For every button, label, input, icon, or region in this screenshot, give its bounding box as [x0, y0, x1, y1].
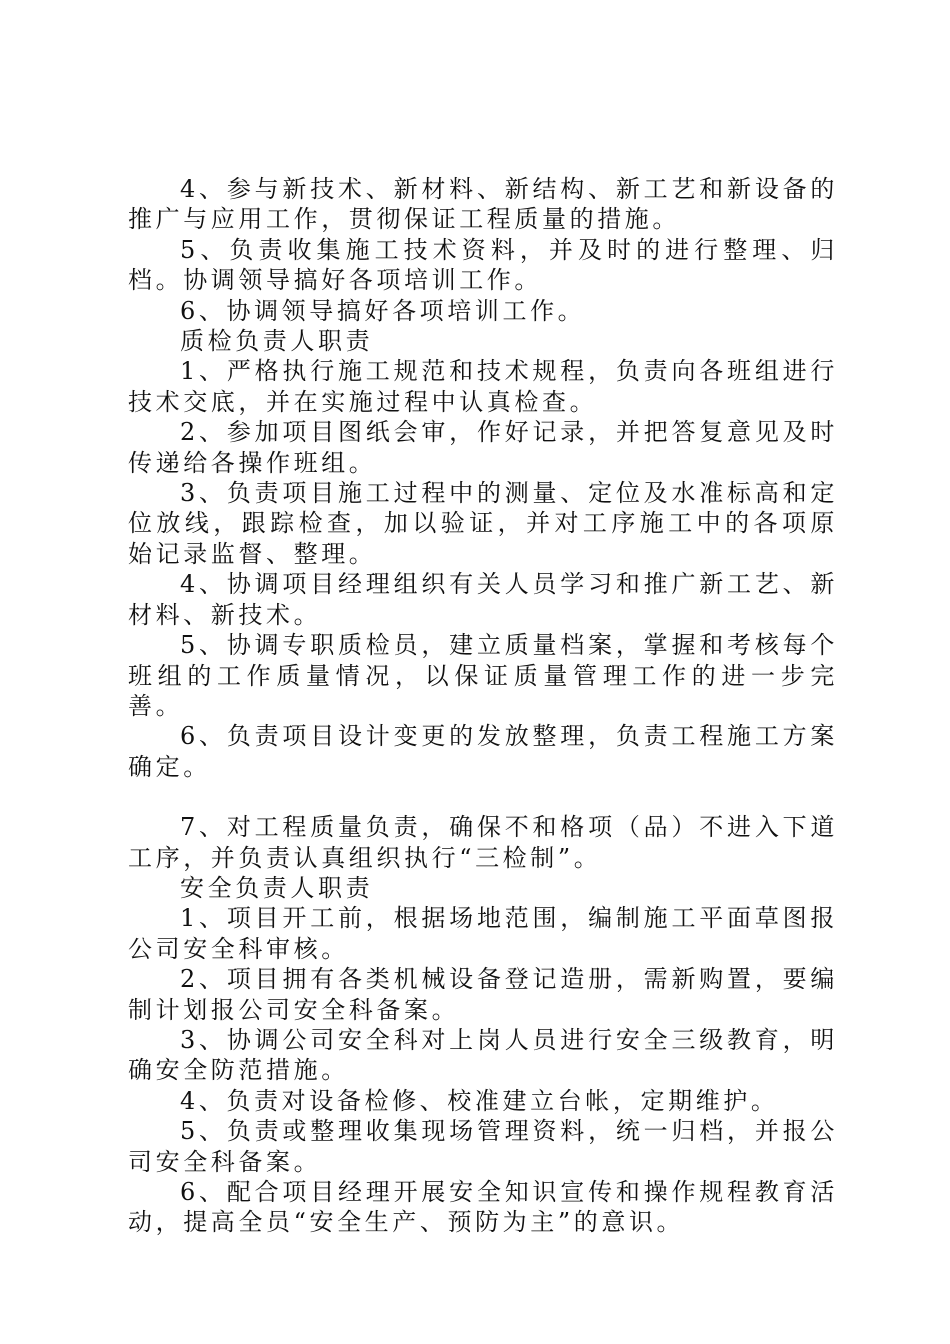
paragraph-tech-6: 6、协调领导搞好各项培训工作。	[180, 296, 586, 325]
paragraph-quality-4: 4、协调项目经理组织有关人员学习和推广新工艺、新材料、新技术。	[128, 570, 838, 629]
paragraph-tech-5: 5、负责收集施工技术资料，并及时的进行整理、归档。协调领导搞好各项培训工作。	[128, 235, 838, 295]
paragraph-tech-4: 4、参与新技术、新材料、新结构、新工艺和新设备的推广与应用工作，贯彻保证工程质量的措施。	[128, 175, 838, 234]
paragraph-quality-7: 7、对工程质量负责，确保不和格项（品）不进入下道工序，并负责认真组织执行“三检制”。	[128, 813, 838, 872]
paragraph-safety-6: 6、配合项目经理开展安全知识宣传和操作规程教育活动，提高全员“安全生产、预防为主”的意识。	[128, 1178, 838, 1237]
paragraph-spacer	[128, 782, 838, 812]
paragraph-quality-1: 1、严格执行施工规范和技术规程，负责向各班组进行技术交底，并在实施过程中认真检查。	[128, 357, 838, 416]
paragraph-safety-2: 2、项目拥有各类机械设备登记造册，需新购置，要编制计划报公司安全科备案。	[128, 965, 838, 1024]
document-body	[128, 174, 838, 1238]
paragraph-safety-1: 1、项目开工前，根据场地范围，编制施工平面草图报公司安全科审核。	[128, 904, 838, 963]
section-heading-quality: 质检负责人职责	[180, 327, 374, 356]
paragraph-quality-6: 6、负责项目设计变更的发放整理，负责工程施工方案确定。	[128, 722, 838, 781]
paragraph-quality-3: 3、负责项目施工过程中的测量、定位及水准标高和定位放线，跟踪检查，加以验证，并对工序施工中的各项原始记录监督、整理。	[128, 479, 838, 568]
paragraph-quality-5: 5、协调专职质检员，建立质量档案，掌握和考核每个班组的工作质量情况，以保证质量管理工作的进一步完善。	[128, 631, 838, 720]
paragraph-safety-4: 4、负责对设备检修、校准建立台帐，定期维护。	[180, 1086, 779, 1115]
paragraph-safety-3: 3、协调公司安全科对上岗人员进行安全三级教育，明确安全防范措施。	[128, 1025, 838, 1085]
paragraph-quality-2: 2、参加项目图纸会审，作好记录，并把答复意见及时传递给各操作班组。	[128, 418, 838, 477]
paragraph-safety-5: 5、负责或整理收集现场管理资料，统一归档，并报公司安全科备案。	[128, 1117, 838, 1176]
section-heading-safety: 安全负责人职责	[180, 873, 374, 902]
